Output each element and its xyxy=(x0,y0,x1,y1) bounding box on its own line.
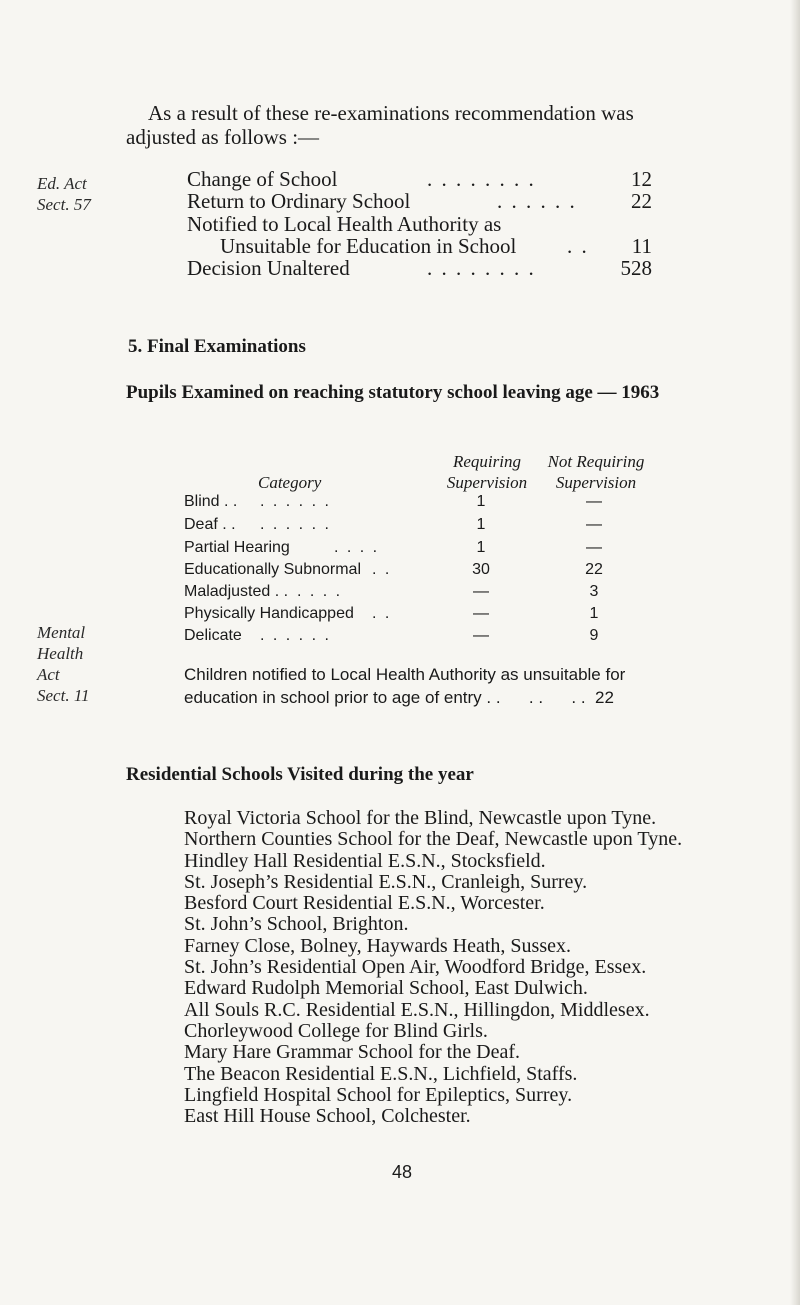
table-cell-not-requiring: 3 xyxy=(589,583,599,600)
intro-line-2: adjusted as follows :— xyxy=(126,125,320,149)
adjustment-value: 12 xyxy=(631,167,652,191)
list-item: The Beacon Residential E.S.N., Lichfield, Staffs. xyxy=(184,1062,578,1085)
table-row-label: Delicate xyxy=(184,627,242,644)
list-item: St. Joseph’s Residential E.S.N., Cranleigh, Surrey. xyxy=(184,870,588,893)
section-title: 5. Final Examinations xyxy=(128,336,306,357)
adjustment-leader: . . xyxy=(567,234,589,258)
list-item: Farney Close, Bolney, Haywards Heath, Sussex. xyxy=(184,934,571,957)
margin-note-mental-health xyxy=(37,622,90,706)
list-item: Chorleywood College for Blind Girls. xyxy=(184,1019,488,1042)
table-row-leader: . . xyxy=(372,561,392,578)
adjustment-value: 528 xyxy=(620,256,652,280)
table-row-leader: . . . . xyxy=(297,583,343,600)
adjustment-label: Change of School xyxy=(187,167,338,191)
list-item: Lingfield Hospital School for Epileptics, Surrey. xyxy=(184,1083,573,1106)
table-row-leader: . . . . . . xyxy=(260,627,331,644)
table-row-label: Maladjusted . . xyxy=(184,583,289,600)
schools-list xyxy=(184,808,682,1127)
table-row-label: Partial Hearing xyxy=(184,539,290,556)
table-cell-requiring: — xyxy=(473,627,489,644)
table-row-label: Physically Handicapped xyxy=(184,605,354,622)
table-cell-requiring: 1 xyxy=(476,516,486,533)
table-cell-not-requiring: — xyxy=(586,493,602,510)
table-row-leader: . . . . xyxy=(334,539,380,556)
list-item: Mary Hare Grammar School for the Deaf. xyxy=(184,1041,520,1064)
margin-note-line: Mental xyxy=(37,623,86,642)
table-cell-requiring: — xyxy=(473,583,489,600)
adjustment-label: Decision Unaltered xyxy=(187,256,350,280)
list-item: St. John’s School, Brighton. xyxy=(184,913,409,936)
intro-line-1: As a result of these re-examinations recommendation was xyxy=(148,101,634,125)
adjustment-leader: . . . . . . xyxy=(497,189,577,213)
table-cell-requiring: 1 xyxy=(476,493,486,510)
table-row-leader: . . . . . . xyxy=(260,516,331,533)
list-item: Northern Counties School for the Deaf, Newcastle upon Tyne. xyxy=(184,828,683,851)
residential-title: Residential Schools Visited during the year xyxy=(126,764,474,785)
section-subtitle: Pupils Examined on reaching statutory school leaving age — 1963 xyxy=(126,382,660,403)
list-item: Royal Victoria School for the Blind, Newcastle upon Tyne. xyxy=(184,807,657,829)
adjustment-label: Notified to Local Health Authority as xyxy=(187,212,502,236)
table-cell-not-requiring: 1 xyxy=(589,605,599,622)
adjustment-value: 22 xyxy=(631,189,652,213)
table-cell-not-requiring: 22 xyxy=(585,561,603,578)
list-item: Edward Rudolph Memorial School, East Dulwich. xyxy=(184,977,588,1000)
table-row-label: Educationally Subnormal xyxy=(184,561,361,578)
margin-note-line: Ed. Act xyxy=(37,174,87,193)
table-cell-not-requiring: 9 xyxy=(589,627,599,644)
margin-note-line: Sect. 11 xyxy=(37,686,90,705)
table-cell-requiring: 1 xyxy=(476,539,486,556)
list-item: All Souls R.C. Residential E.S.N., Hillingdon, Middlesex. xyxy=(184,998,650,1021)
page-number: 48 xyxy=(392,1162,413,1182)
margin-note-line: Sect. 57 xyxy=(37,195,91,214)
table-cell-not-requiring: — xyxy=(586,516,602,533)
adjustment-label: Unsuitable for Education in School xyxy=(220,234,517,258)
list-item: St. John’s Residential Open Air, Woodford Bridge, Essex. xyxy=(184,956,647,979)
table-row-label: Deaf . . xyxy=(184,516,236,533)
header-not-requiring: Not Requiring xyxy=(547,452,645,471)
table-row-leader: . . xyxy=(372,605,392,622)
notified-line-1: Children notified to Local Health Authority as unsuitable for xyxy=(184,665,626,684)
page-edge-shadow xyxy=(790,0,800,1305)
adjustment-value: 11 xyxy=(631,234,652,258)
header-category: Category xyxy=(258,473,322,492)
adjustment-label: Return to Ordinary School xyxy=(187,189,411,213)
table-row-label: Blind . . xyxy=(184,493,238,510)
table-cell-requiring: 30 xyxy=(472,561,490,578)
table-cell-requiring: — xyxy=(473,605,489,622)
list-item: East Hill House School, Colchester. xyxy=(184,1105,471,1128)
list-item: Besford Court Residential E.S.N., Worcester. xyxy=(184,892,545,915)
adjustment-leader: . . . . . . . . xyxy=(427,167,536,191)
margin-note-line: Act xyxy=(37,665,60,684)
header-not-requiring-supervision: Supervision xyxy=(555,473,637,492)
margin-note-line: Health xyxy=(37,644,84,663)
header-requiring-supervision: Supervision xyxy=(446,473,528,492)
margin-note-ed-act xyxy=(37,173,91,215)
adjustment-leader: . . . . . . . . xyxy=(427,256,536,280)
notified-line-2: education in school prior to age of entry . . . . . . 22 xyxy=(184,688,614,707)
table-cell-not-requiring: — xyxy=(586,539,602,556)
header-requiring: Requiring xyxy=(453,452,521,471)
list-item: Hindley Hall Residential E.S.N., Stocksfield. xyxy=(184,849,546,872)
table-row-leader: . . . . . . xyxy=(260,493,331,510)
